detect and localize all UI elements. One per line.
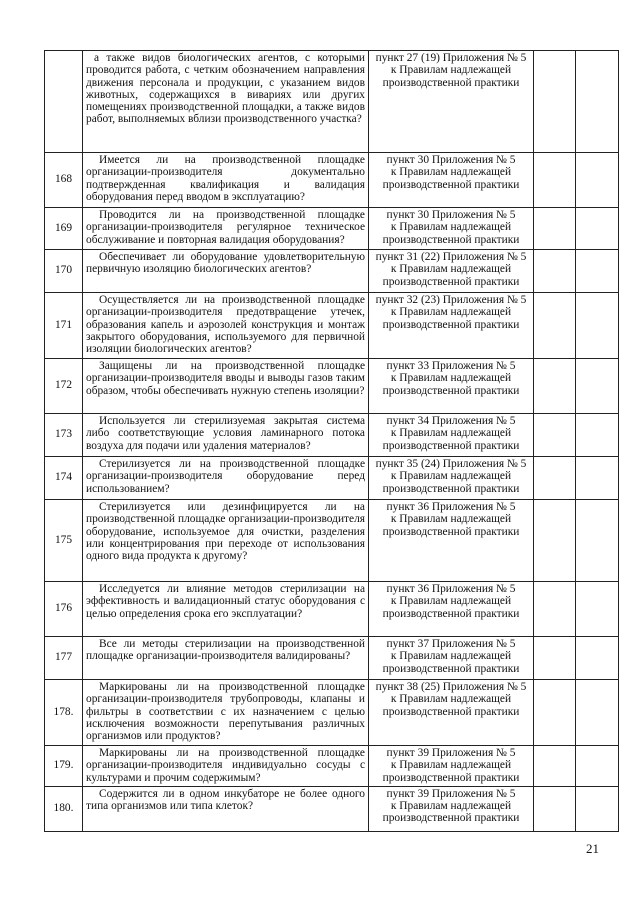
remarks-cell[interactable]: [576, 500, 619, 582]
answer-cell[interactable]: [534, 359, 576, 414]
regulation-reference: [369, 359, 534, 414]
remarks-cell[interactable]: [576, 637, 619, 680]
reference-line: пункт 32 (23) Приложения № 5: [375, 294, 527, 306]
question-text: Все ли методы стерилизации на производственной площадке организации-производителя валидированы?: [83, 637, 369, 680]
reference-line: производственной практики: [382, 705, 520, 718]
item-number: 173: [45, 414, 83, 457]
remarks-cell[interactable]: [576, 208, 619, 250]
item-number: 175: [45, 500, 83, 582]
answer-cell[interactable]: [534, 208, 576, 250]
remarks-cell[interactable]: [576, 786, 619, 831]
remarks-cell[interactable]: [576, 746, 619, 787]
checklist-row: [45, 293, 619, 359]
remarks-cell[interactable]: [576, 51, 619, 153]
answer-cell[interactable]: [534, 250, 576, 293]
answer-cell[interactable]: [534, 51, 576, 153]
reference-line: пункт 38 (25) Приложения № 5: [375, 681, 527, 693]
reference-line: к Правилам надлежащей: [390, 306, 512, 319]
reference-line: производственной практики: [382, 275, 520, 288]
remarks-cell[interactable]: [576, 359, 619, 414]
regulation-reference: [369, 414, 534, 457]
remarks-cell[interactable]: [576, 250, 619, 293]
item-number: 168: [45, 153, 83, 208]
reference-line: к Правилам надлежащей: [390, 64, 512, 77]
item-number: 179.: [45, 746, 83, 787]
reference-line: к Правилам надлежащей: [390, 693, 512, 706]
regulation-reference: [369, 500, 534, 582]
remarks-cell[interactable]: [576, 414, 619, 457]
item-number: 171: [45, 293, 83, 359]
question-text: Используется ли стерилизуемая закрытая система либо соответствующие условия ламинарного потока воздуха для подачи или удаления материалов?: [83, 414, 369, 457]
answer-cell[interactable]: [534, 500, 576, 582]
regulation-reference: [369, 51, 534, 153]
reference-line: к Правилам надлежащей: [390, 470, 512, 483]
reference-line: производственной практики: [382, 318, 520, 331]
reference-line: производственной практики: [382, 525, 520, 538]
reference-line: к Правилам надлежащей: [390, 759, 512, 772]
checklist-row: [45, 500, 619, 582]
answer-cell[interactable]: [534, 786, 576, 831]
regulation-reference: [369, 582, 534, 637]
reference-line: пункт 34 Приложения № 5: [386, 415, 516, 427]
item-number: 169: [45, 208, 83, 250]
question-text: Защищены ли на производственной площадке организации-производителя вводы и выводы газов таким образом, чтобы обеспечивать нужную степень изоляции?: [83, 359, 369, 414]
remarks-cell[interactable]: [576, 680, 619, 746]
reference-line: пункт 39 Приложения № 5: [386, 747, 516, 759]
item-number: 176: [45, 582, 83, 637]
reference-line: производственной практики: [382, 384, 520, 397]
reference-line: пункт 36 Приложения № 5: [386, 501, 516, 513]
reference-line: производственной практики: [382, 439, 520, 452]
reference-line: пункт 30 Приложения № 5: [386, 209, 516, 221]
question-text: Маркированы ли на производственной площадке организации-производителя трубопроводы, клапаны и фильтры в соответствии с их назначением с целью исключения возможности перепутывания различных организмов или продуктов?: [83, 680, 369, 746]
reference-line: к Правилам надлежащей: [390, 800, 512, 813]
question-text: Стерилизуется или дезинфицируется ли на производственной площадке организации-производителя оборудование, используемое для очистки, разделения или концентрирования при переходе от использования одного вида продукта к другому?: [83, 500, 369, 582]
reference-line: пункт 27 (19) Приложения № 5: [375, 52, 527, 64]
reference-line: к Правилам надлежащей: [390, 166, 512, 179]
reference-line: к Правилам надлежащей: [390, 513, 512, 526]
regulation-reference: [369, 680, 534, 746]
reference-line: к Правилам надлежащей: [390, 650, 512, 663]
reference-line: производственной практики: [382, 178, 520, 191]
item-number: 178.: [45, 680, 83, 746]
question-text: Маркированы ли на производственной площадке организации-производителя индивидуально сосуды с культурами и прочим содержимым?: [83, 746, 369, 787]
answer-cell[interactable]: [534, 414, 576, 457]
checklist-row: [45, 582, 619, 637]
answer-cell[interactable]: [534, 637, 576, 680]
question-text: Осуществляется ли на производственной площадке организации-производителя предотвращение утечек, образования капель и аэрозолей конструкция и монтаж закрытого оборудования, используемого для первичной изоляции биологических агентов?: [83, 293, 369, 359]
item-number: 180.: [45, 786, 83, 831]
regulation-reference: [369, 786, 534, 831]
regulation-reference: [369, 208, 534, 250]
reference-line: пункт 36 Приложения № 5: [386, 583, 516, 595]
page-number: 21: [586, 841, 599, 856]
regulation-reference: [369, 293, 534, 359]
reference-line: к Правилам надлежащей: [390, 263, 512, 276]
answer-cell[interactable]: [534, 293, 576, 359]
regulation-reference: [369, 746, 534, 787]
answer-cell[interactable]: [534, 680, 576, 746]
regulation-reference: [369, 153, 534, 208]
answer-cell[interactable]: [534, 153, 576, 208]
reference-line: к Правилам надлежащей: [390, 427, 512, 440]
checklist-row: [45, 359, 619, 414]
checklist-table: [44, 50, 619, 832]
checklist-row: [45, 786, 619, 831]
item-number: [45, 51, 83, 153]
checklist-row: [45, 153, 619, 208]
reference-line: производственной практики: [382, 76, 520, 89]
regulation-reference: [369, 637, 534, 680]
item-number: 174: [45, 457, 83, 500]
reference-line: производственной практики: [382, 771, 520, 784]
reference-line: производственной практики: [382, 482, 520, 495]
checklist-row: [45, 457, 619, 500]
checklist-row: [45, 637, 619, 680]
reference-line: пункт 30 Приложения № 5: [386, 154, 516, 166]
remarks-cell[interactable]: [576, 153, 619, 208]
question-text: Имеется ли на производственной площадке организации-производителя документально подтвержденная квалификация и валидация оборудования перед вводом в эксплуатацию?: [83, 153, 369, 208]
checklist-row: [45, 250, 619, 293]
reference-line: пункт 31 (22) Приложения № 5: [375, 251, 527, 263]
reference-line: производственной практики: [382, 607, 520, 620]
checklist-row: [45, 746, 619, 787]
reference-line: пункт 35 (24) Приложения № 5: [375, 458, 527, 470]
item-number: 170: [45, 250, 83, 293]
checklist-row: [45, 680, 619, 746]
item-number: 172: [45, 359, 83, 414]
reference-line: к Правилам надлежащей: [390, 221, 512, 234]
regulation-reference: [369, 457, 534, 500]
checklist-row: [45, 51, 619, 153]
question-text: Содержится ли в одном инкубаторе не более одного типа организмов или типа клеток?: [83, 786, 369, 831]
reference-line: пункт 39 Приложения № 5: [386, 787, 516, 800]
question-text: Стерилизуется ли на производственной площадке организации-производителя оборудование перед использованием?: [83, 457, 369, 500]
reference-line: производственной практики: [382, 812, 520, 825]
remarks-cell[interactable]: [576, 582, 619, 637]
reference-line: к Правилам надлежащей: [390, 595, 512, 608]
reference-line: производственной практики: [382, 233, 520, 246]
reference-line: пункт 37 Приложения № 5: [386, 638, 516, 650]
regulation-reference: [369, 250, 534, 293]
answer-cell[interactable]: [534, 746, 576, 787]
checklist-row: [45, 208, 619, 250]
reference-line: пункт 33 Приложения № 5: [386, 360, 516, 372]
question-text: а также видов биологических агентов, с которыми проводится работа, с четким обозначением направления движения персонала и продукции, с указанием видов животных, содержащихся в вивариях или других помещениях производственной площадки, а также видов работ, выполняемых вблизи производственного участка?: [83, 51, 369, 153]
remarks-cell[interactable]: [576, 457, 619, 500]
answer-cell[interactable]: [534, 457, 576, 500]
reference-line: к Правилам надлежащей: [390, 372, 512, 385]
checklist-row: [45, 414, 619, 457]
question-text: Исследуется ли влияние методов стерилизации на эффективность и валидационный статус оборудования с целью определения срока его эксплуатации?: [83, 582, 369, 637]
question-text: Обеспечивает ли оборудование удовлетворительную первичную изоляцию биологических агентов?: [83, 250, 369, 293]
remarks-cell[interactable]: [576, 293, 619, 359]
checklist-body: [45, 51, 619, 832]
answer-cell[interactable]: [534, 582, 576, 637]
reference-line: производственной практики: [382, 662, 520, 675]
question-text: Проводится ли на производственной площадке организации-производителя регулярное техническое обслуживание и повторная валидация оборудования?: [83, 208, 369, 250]
item-number: 177: [45, 637, 83, 680]
